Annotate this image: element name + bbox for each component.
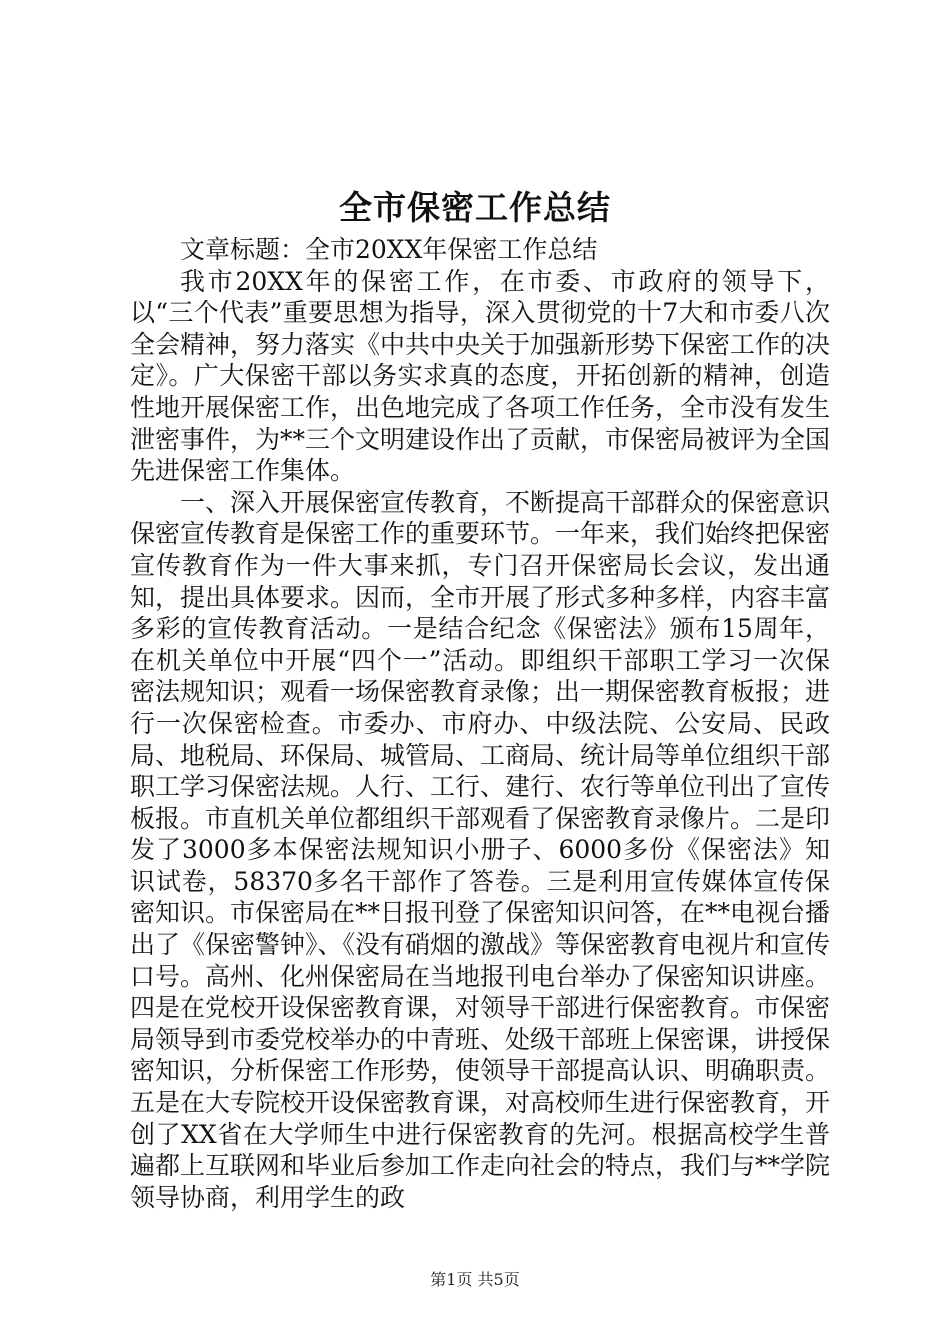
section-one-paragraph: 一、深入开展保密宣传教育，不断提高干部群众的保密意识保密宣传教育是保密工作的重要环节。一年来，我们始终把保密宣传教育作为一件大事来抓，专门召开保密局长会议，发出通知，提出具体要求。因而，全市开展了形式多种多样，内容丰富多彩的宣传教育活动。一是结合纪念《保密法》颁布15周年，在机关单位中开展“四个一”活动。即组织干部职工学习一次保密法规知识；观看一场保密教育录像；出一期保密教育板报；进行一次保密检查。市委办、市府办、中级法院、公安局、民政局、地税局、环保局、城管局、工商局、统计局等单位组织干部职工学习保密法规。人行、工行、建行、农行等单位刊出了宣传板报。市直机关单位都组织干部观看了保密教育录像片。二是印发了3000多本保密法规知识小册子、6000多份《保密法》知识试卷，58370多名干部作了答卷。三是利用宣传媒体宣传保密知识。市保密局在**日报刊登了保密知识问答，在**电视台播出了《保密警钟》、《没有硝烟的激战》等保密教育电视片和宣传口号。高州、化州保密局在当地报刊电台举办了保密知识讲座。四是在党校开设保密教育课，对领导干部进行保密教育。市保密局领导到市委党校举办的中青班、处级干部班上保密课，讲授保密知识，分析保密工作形势，使领导干部提高认识、明确职责。五是在大专院校开设保密教育课，对高校师生进行保密教育，开创了XX省在大学师生中进行保密教育的先河。根据高校学生普遍都上互联网和毕业后参加工作走向社会的特点，我们与**学院领导协商，利用学生的政 <box>130 487 831 1212</box>
intro-paragraph: 我市20XX年的保密工作，在市委、市政府的领导下，以“三个代表”重要思想为指导，深入贯彻党的十7大和市委八次全会精神，努力落实《中共中央关于加强新形势下保密工作的决定》。广大保密干部以务实求真的态度，开拓创新的精神，创造性地开展保密工作，出色地完成了各项工作任务，全市没有发生泄密事件，为**三个文明建设作出了贡献，市保密局被评为全国先进保密工作集体。 <box>130 266 831 486</box>
page-footer: 第1页 共5页 <box>430 1270 520 1289</box>
document-body <box>130 234 830 1213</box>
article-title-line: 文章标题：全市20XX年保密工作总结 <box>180 235 598 264</box>
document-title: 全市保密工作总结 <box>339 188 611 227</box>
